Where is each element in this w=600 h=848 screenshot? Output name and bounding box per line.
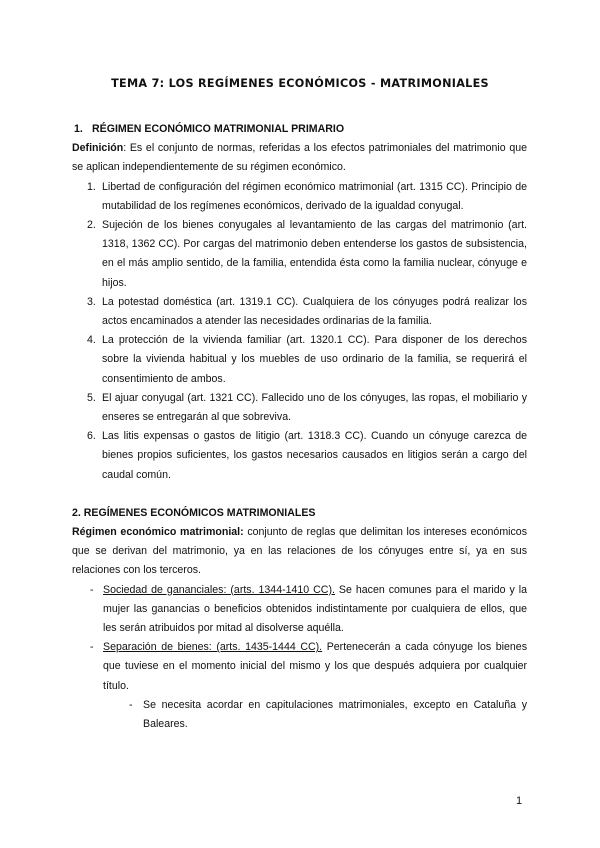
- regime-definition-paragraph: [72, 523, 527, 581]
- definition-label: Definición: [72, 142, 124, 155]
- page-number: 1: [516, 795, 523, 807]
- list-item-text: La protección de la vivienda familiar (art. 1320.1 CC). Para disponer de los derechos sobre la vivienda habitual y los muebles de uso ordinario de la familia, se requerirá el consentimiento de ambos.: [102, 334, 527, 385]
- regime-definition-label: Régimen económico matrimonial:: [72, 526, 244, 539]
- definition-text: : Es el conjunto de normas, referidas a los efectos patrimoniales del matrimonio que se aplican independientemente de su régimen económico.: [72, 142, 527, 174]
- regime-definition-text: conjunto de reglas que delimitan los intereses económicos que se derivan del matrimonio, ya en las relaciones de los cónyuges entre sí, ya en sus relaciones con los terceros.: [72, 526, 527, 577]
- list-item: [72, 293, 527, 331]
- regime-label: Sociedad de gananciales: (arts. 1344-1410 CC).: [103, 583, 335, 596]
- list-item: [72, 581, 527, 639]
- list-item-number: 4.: [87, 334, 96, 347]
- list-item-number: 1.: [87, 180, 96, 193]
- document-title: TEMA 7: LOS REGÍMENES ECONÓMICOS - MATRIMONIALES: [111, 77, 489, 90]
- list-item-text: La potestad doméstica (art. 1319.1 CC). Cualquiera de los cónyuges podrá realizar los actos encaminados a atender las necesidades ordinarias de la familia.: [102, 295, 527, 328]
- list-item: [72, 389, 527, 427]
- sub-item-text: Se necesita acordar en capitulaciones matrimoniales, excepto en Cataluña y Baleares.: [143, 698, 527, 731]
- dash-bullet: -: [90, 641, 94, 654]
- regime-text: Se hacen comunes para el marido y la mujer las ganancias o beneficios obtenidos indistintamente por cualquiera de ellos, que les serán atribuidos por mitad al disolverse aquélla.: [103, 583, 527, 635]
- list-item-number: 5.: [87, 391, 96, 404]
- primary-regime-list: [72, 178, 527, 485]
- regime-label: Separación de bienes: (arts. 1435-1444 CC).: [103, 641, 323, 654]
- regime-types-list: [72, 581, 527, 735]
- list-item-text: El ajuar conyugal (art. 1321 CC). Fallecido uno de los cónyuges, las ropas, el mobiliario y enseres se entregarán al que sobreviva.: [102, 391, 527, 424]
- list-item: [72, 638, 527, 734]
- section-1-number: 1.: [74, 123, 83, 135]
- definition-paragraph: [72, 139, 527, 177]
- section-1-heading: [72, 120, 527, 139]
- regime-text: Pertenecerán a cada cónyuge los bienes que tuviese en el momento inicial del mismo y los que después adquiera por cualquier título.: [103, 641, 527, 692]
- list-item: [72, 178, 527, 216]
- list-item: [103, 696, 527, 734]
- list-item-number: 3.: [87, 295, 96, 308]
- dash-bullet: -: [90, 583, 94, 596]
- list-item: [72, 331, 527, 389]
- list-item-text: Sujeción de los bienes conyugales al levantamiento de las cargas del matrimonio (art. 1318, 1362 CC). Por cargas del matrimonio deben entenderse los gastos de subsistencia, en el más amplio sentido, de la familia, entendida ésta como la familia nuclear, cónyuge e hijos.: [102, 219, 527, 289]
- list-item-text: Las litis expensas o gastos de litigio (art. 1318.3 CC). Cuando un cónyuge carezca de bienes propios suficientes, los gastos necesarios causados en litigios serán a cargo del caudal común.: [102, 430, 527, 481]
- list-item-number: 2.: [87, 219, 96, 232]
- sub-list: [103, 696, 527, 734]
- section-1-title: RÉGIMEN ECONÓMICO MATRIMONIAL PRIMARIO: [92, 123, 345, 135]
- list-item: [72, 427, 527, 485]
- list-item-text: Libertad de configuración del régimen económico matrimonial (art. 1315 CC). Principio de mutabilidad de los regímenes económicos, derivado de la igualdad conyugal.: [102, 180, 527, 212]
- document-body: [72, 120, 527, 734]
- list-item: [72, 216, 527, 293]
- list-item-number: 6.: [87, 430, 96, 443]
- dash-bullet: -: [129, 698, 133, 711]
- section-2-heading: 2. REGÍMENES ECONÓMICOS MATRIMONIALES: [72, 506, 316, 519]
